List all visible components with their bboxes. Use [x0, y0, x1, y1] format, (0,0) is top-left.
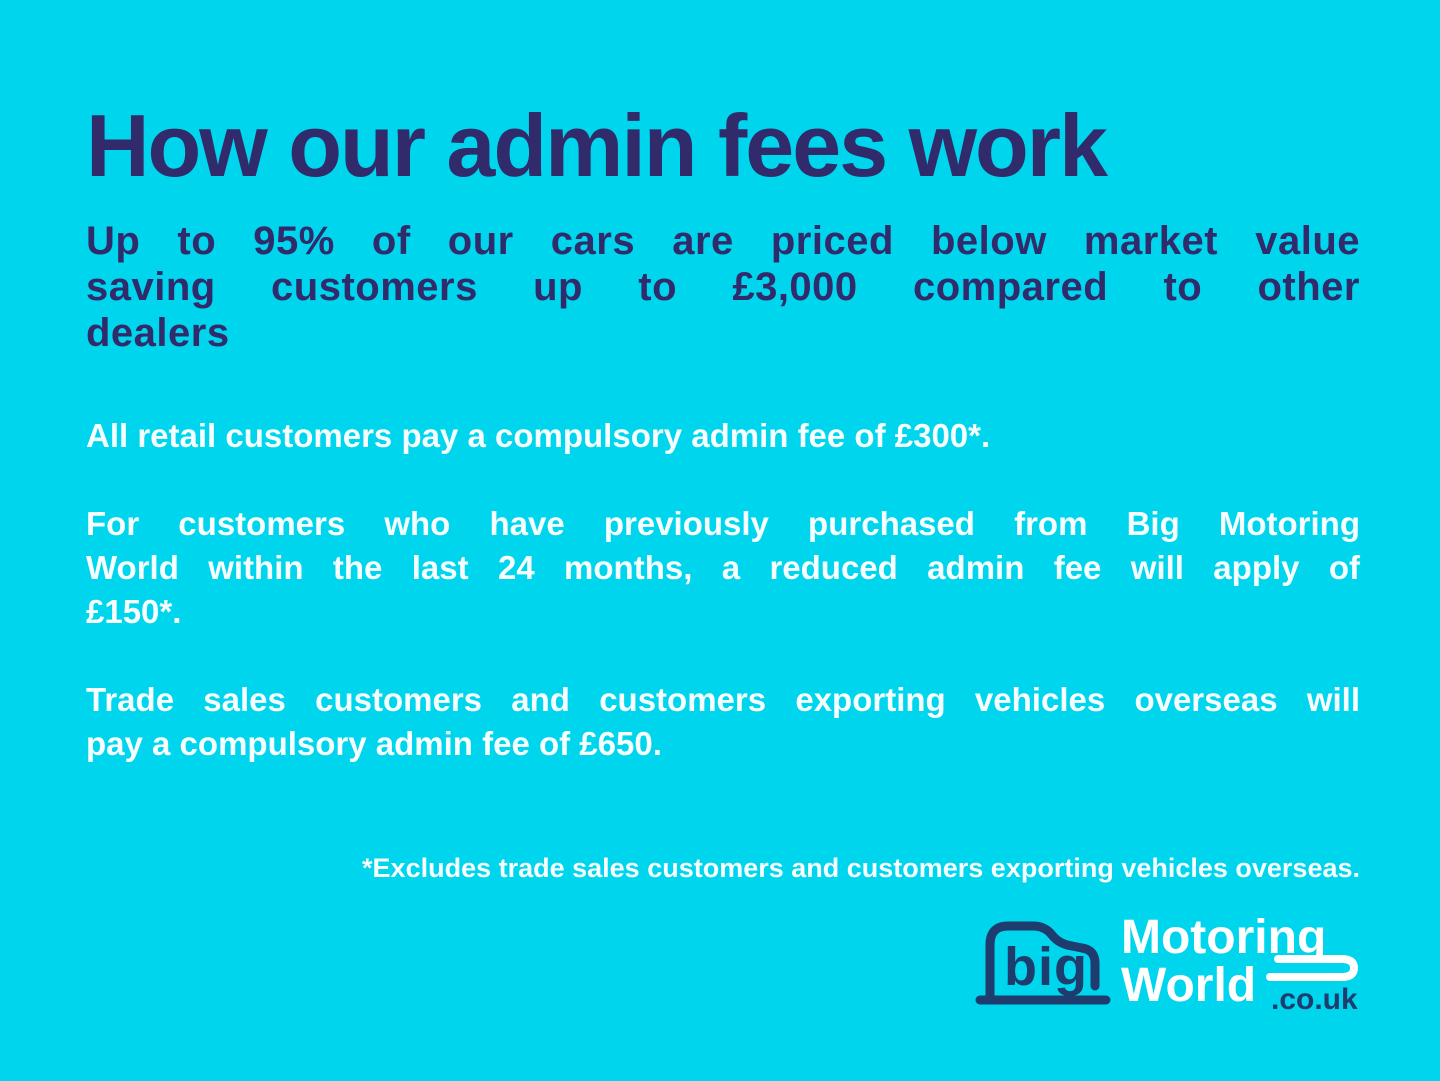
paragraph-line: All retail customers pay a compulsory admin fee of £300*.: [86, 417, 991, 454]
paragraph-retail-admin-fee: [86, 414, 1360, 458]
logo-world-text: World: [1121, 959, 1257, 1012]
logo-graphic: [974, 896, 1374, 1016]
subtitle-line: saving customers up to £3,000 compared to other: [86, 265, 1360, 309]
paragraph-line: World within the last 24 months, a reduced admin fee will apply of: [86, 549, 1360, 586]
logo-couk-text: .co.uk: [1271, 983, 1358, 1016]
paragraph-returning-customer-fee: [86, 502, 1360, 634]
paragraph-line: £150*.: [86, 593, 182, 630]
logo-connector-line: [1270, 959, 1354, 977]
paragraph-line: pay a compulsory admin fee of £650.: [86, 725, 662, 762]
logo-motoring-text: Motoring: [1121, 911, 1327, 964]
footnote: *Excludes trade sales customers and customers exporting vehicles overseas.: [362, 853, 1360, 883]
paragraph-line: For customers who have previously purchased from Big Motoring: [86, 505, 1360, 542]
paragraph-line: Trade sales customers and customers exporting vehicles overseas will: [86, 681, 1360, 718]
big-motoring-world-logo: [974, 896, 1374, 1016]
subtitle: [86, 218, 1360, 356]
logo-big-text: big: [1004, 937, 1088, 997]
subtitle-line: dealers: [86, 311, 230, 355]
paragraph-trade-export-fee: [86, 678, 1360, 766]
page-title: How our admin fees work: [86, 96, 1106, 195]
subtitle-line: Up to 95% of our cars are priced below market value: [86, 219, 1360, 263]
